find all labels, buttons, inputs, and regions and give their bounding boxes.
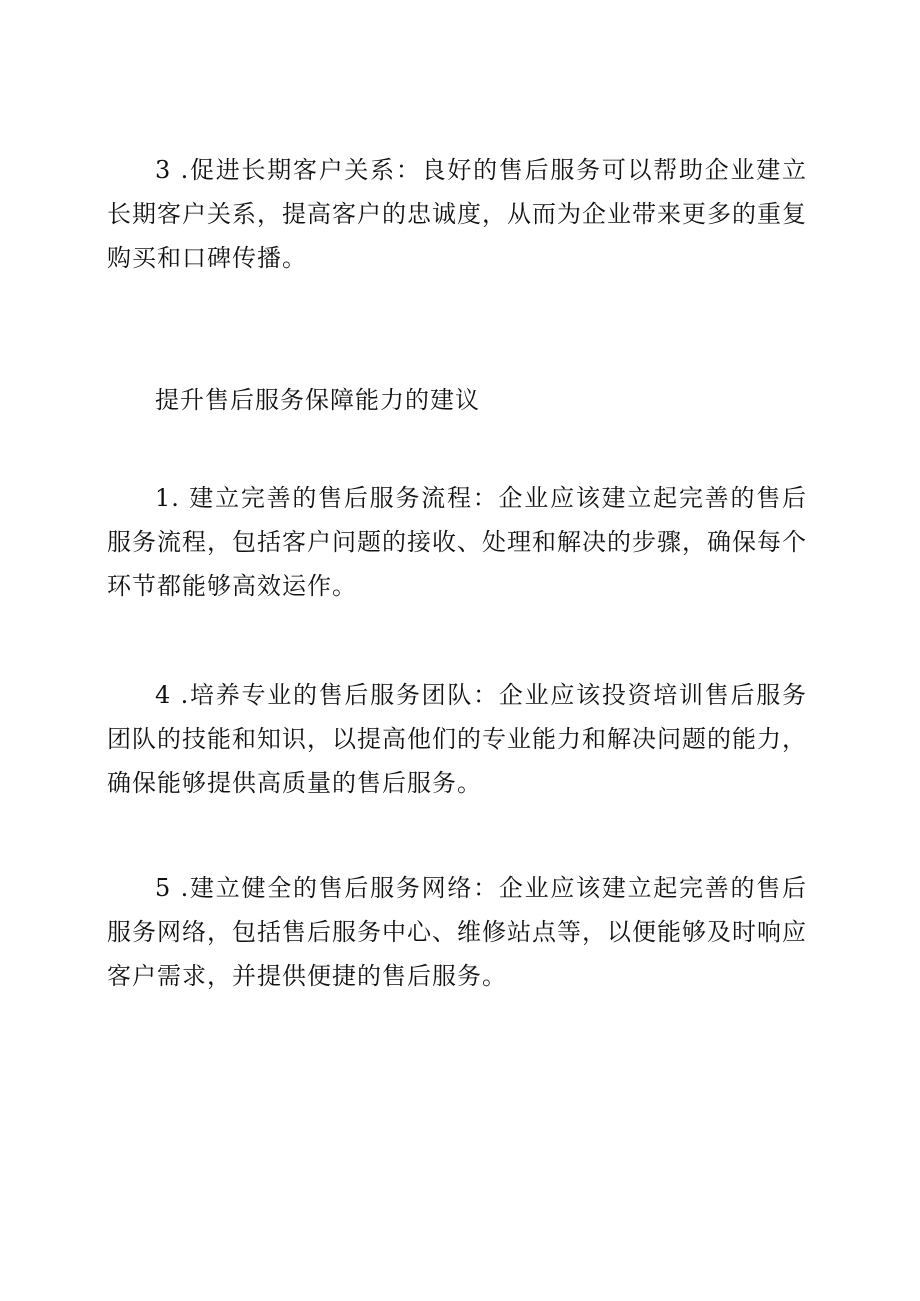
paragraph-customer-relationship: 3 .促进长期客户关系：良好的售后服务可以帮助企业建立长期客户关系，提高客户的忠诚度，从而为企业带来更多的重复购买和口碑传播。 [107, 156, 807, 272]
paragraph-service-team: 4 .培养专业的售后服务团队：企业应该投资培训售后服务团队的技能和知识，以提高他们的专业能力和解决问题的能力，确保能够提供高质量的售后服务。 [107, 681, 807, 797]
section-heading: 提升售后服务保障能力的建议 [155, 386, 480, 414]
paragraph-service-network: 5 .建立健全的售后服务网络：企业应该建立起完善的售后服务网络，包括售后服务中心、维修站点等，以便能够及时响应客户需求，并提供便捷的售后服务。 [107, 874, 807, 990]
paragraph-service-process: 1. 建立完善的售后服务流程：企业应该建立起完善的售后服务流程，包括客户问题的接收、处理和解决的步骤，确保每个环节都能够高效运作。 [107, 484, 807, 600]
